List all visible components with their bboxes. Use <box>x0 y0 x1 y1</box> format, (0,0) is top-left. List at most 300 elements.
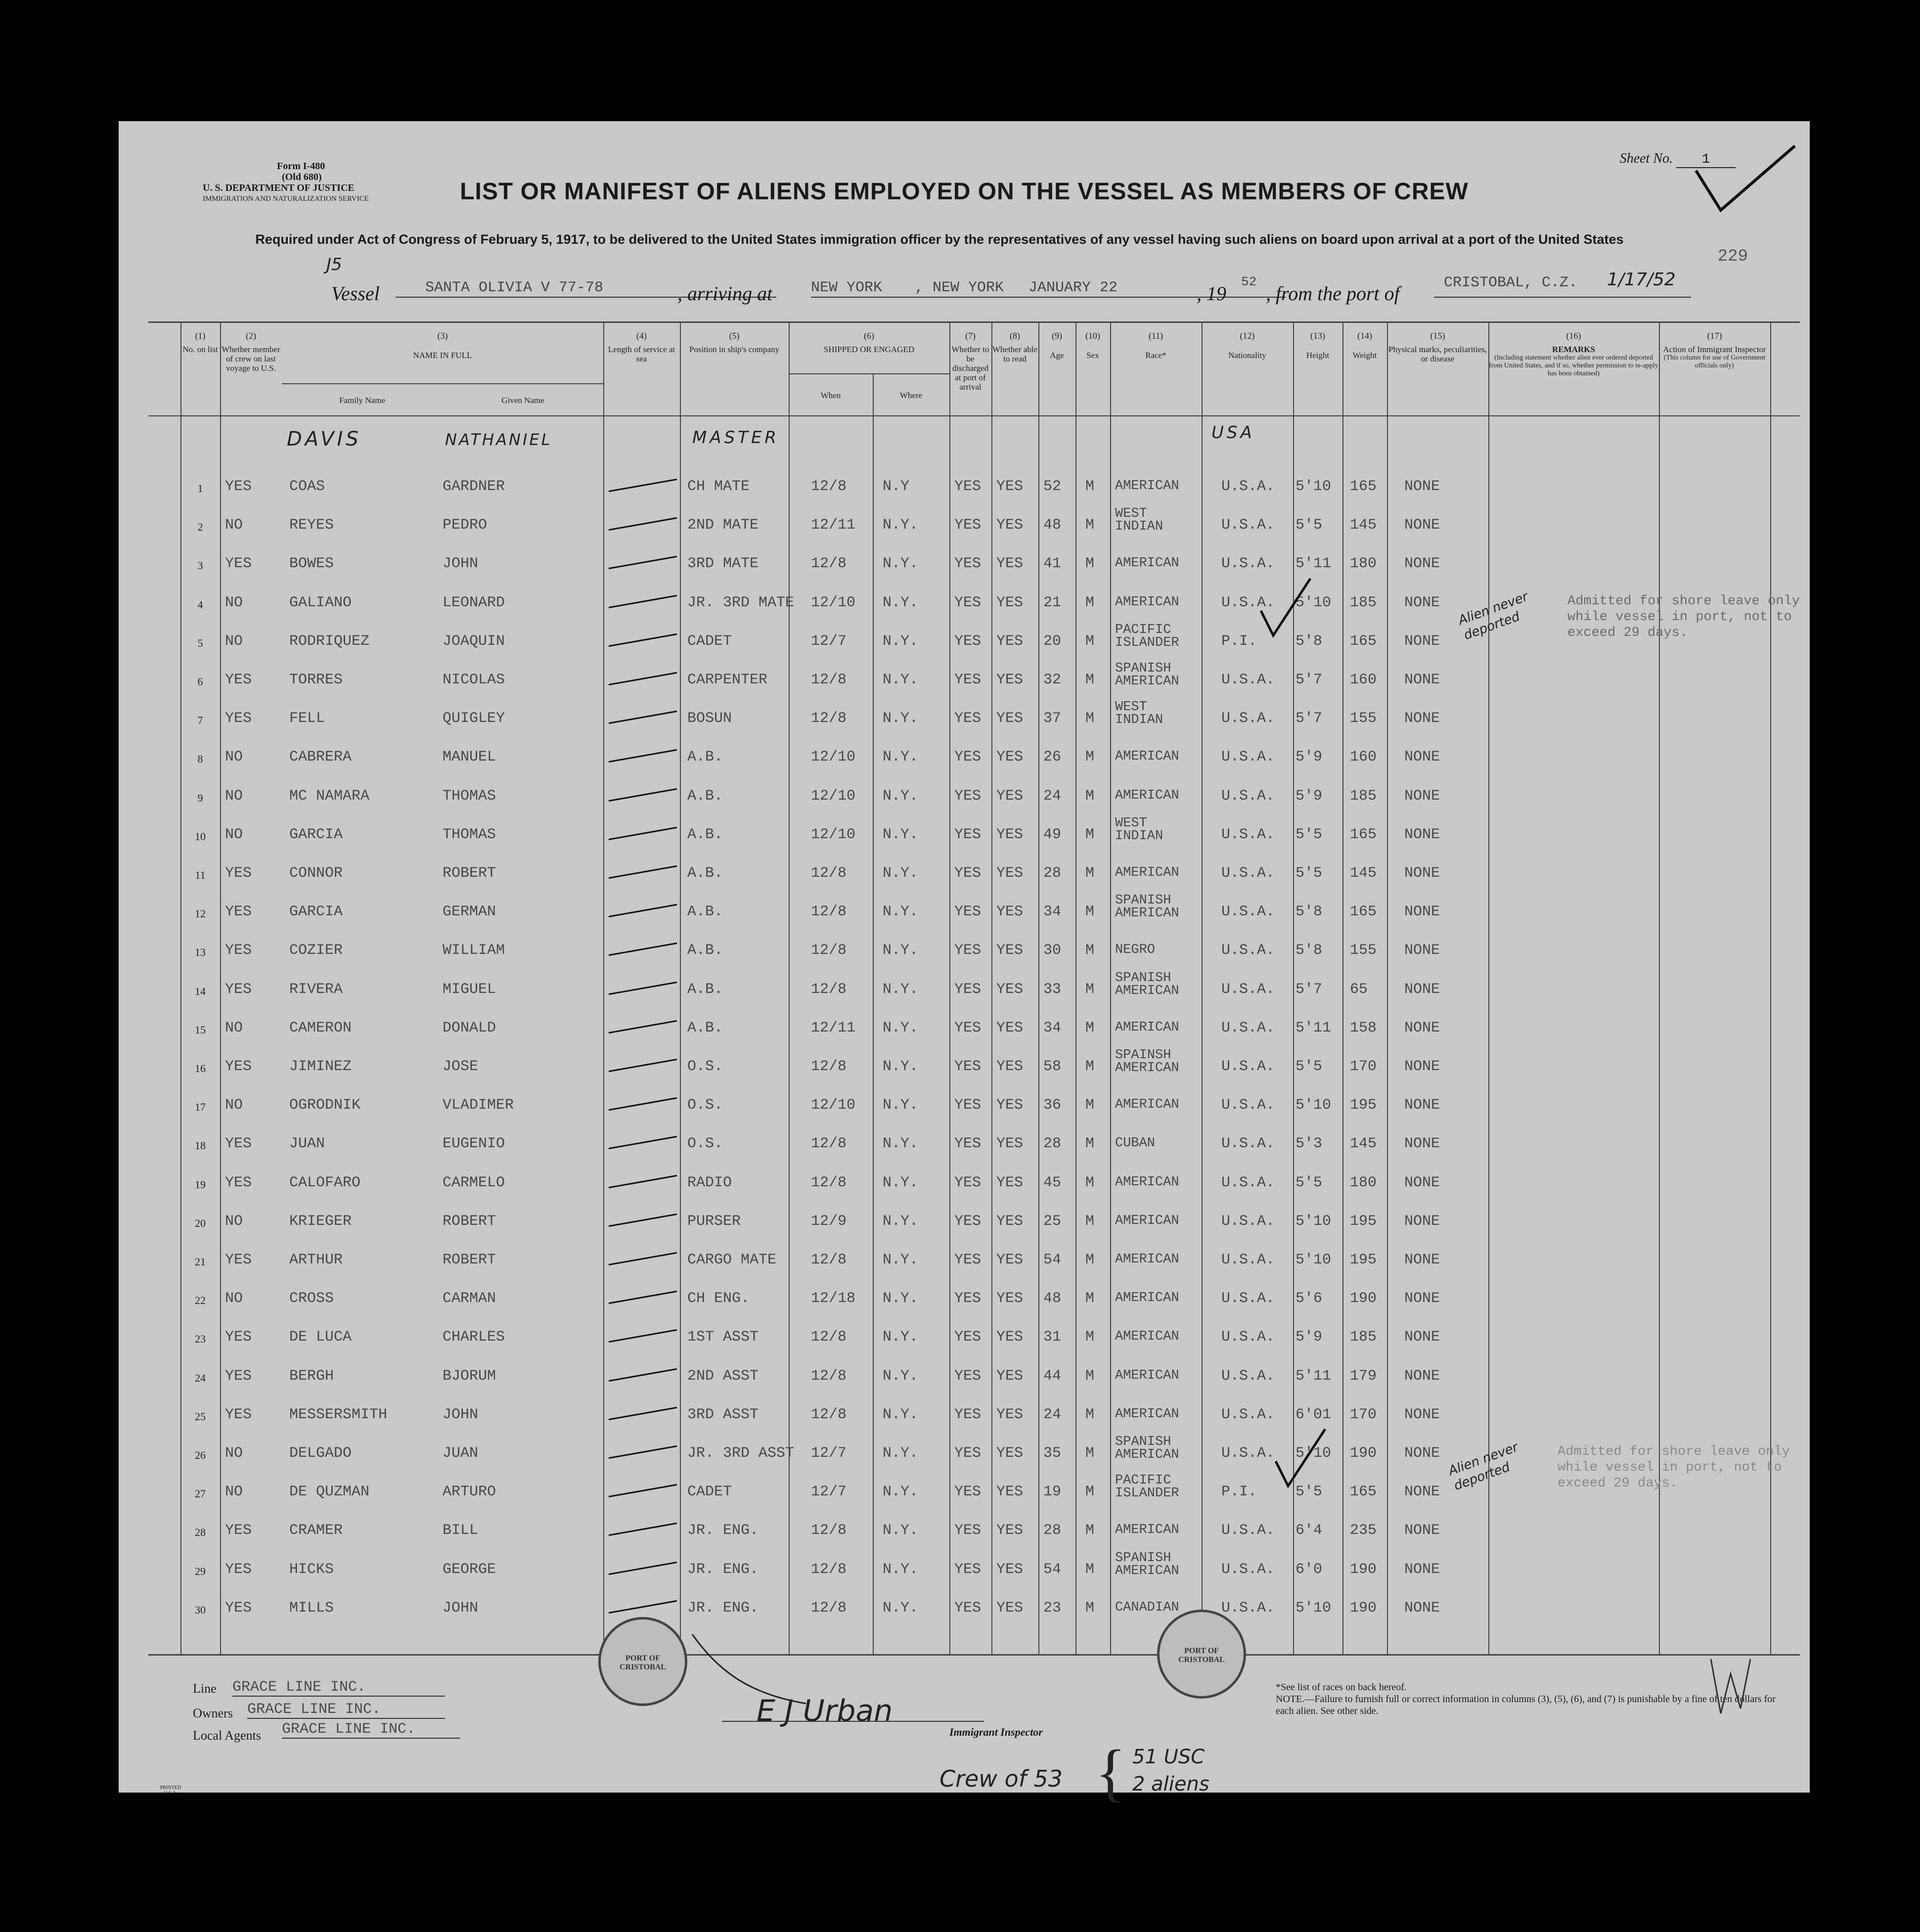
crew-last-voyage: YES <box>225 1522 252 1539</box>
crew-last-voyage: YES <box>225 672 252 688</box>
race: PACIFIC ISLANDER <box>1115 622 1179 650</box>
given-name: JOAQUIN <box>443 632 505 650</box>
shipped-when: 12/8 <box>811 1367 847 1385</box>
race: AMERICAN <box>1115 1329 1179 1345</box>
physical-marks: NONE <box>1404 749 1440 766</box>
age: 34 <box>1043 903 1062 921</box>
nationality: U.S.A. <box>1221 478 1275 495</box>
crew-last-voyage: NO <box>225 787 243 805</box>
shipped-when: 12/8 <box>811 1406 847 1423</box>
line-number: 11 <box>195 869 206 881</box>
family-name: COAS <box>289 478 325 495</box>
height: 5'7 <box>1295 981 1323 998</box>
given-name: BILL <box>443 1522 479 1539</box>
remark-typed-5: Admitted for shore leave only while vessel in port, not to exceed 29 days. <box>1567 594 1800 640</box>
given-name: MANUEL <box>443 749 496 766</box>
sex: M <box>1085 517 1095 534</box>
able-to-read: YES <box>996 826 1024 843</box>
nationality: U.S.A. <box>1221 787 1275 805</box>
discharged: YES <box>954 1252 982 1268</box>
age: 34 <box>1043 1019 1062 1036</box>
race: SPANISH AMERICAN <box>1115 970 1179 998</box>
shipped-where: N.Y. <box>883 1019 919 1036</box>
race: SPAINSH AMERICAN <box>1115 1048 1179 1076</box>
col-header-discharged: (7) Whether to be discharged at port of arrival <box>951 331 989 392</box>
physical-marks: NONE <box>1404 478 1440 495</box>
height: 5'5 <box>1295 1174 1323 1191</box>
service-check-mark <box>609 517 677 531</box>
discharged: YES <box>954 903 982 921</box>
race: SPANISH AMERICAN <box>1115 661 1179 689</box>
sex: M <box>1085 1561 1095 1578</box>
discharged: YES <box>954 749 982 766</box>
family-name: REYES <box>289 517 334 534</box>
col-header-when: When <box>820 391 841 400</box>
shipped-when: 12/8 <box>811 1252 847 1268</box>
crew-last-voyage: YES <box>225 710 252 727</box>
discharged: YES <box>954 981 982 998</box>
position: CADET <box>687 632 732 650</box>
race: CANADIAN <box>1115 1600 1179 1615</box>
position: CARPENTER <box>687 672 768 688</box>
line-number: 27 <box>195 1487 206 1500</box>
able-to-read: YES <box>996 555 1024 573</box>
weight: 180 <box>1350 1174 1377 1191</box>
position: A.B. <box>687 865 723 882</box>
able-to-read: YES <box>996 903 1024 921</box>
crew-last-voyage: NO <box>225 1445 243 1462</box>
able-to-read: YES <box>996 1329 1024 1346</box>
sex: M <box>1085 1522 1095 1539</box>
family-name: MC NAMARA <box>289 787 370 805</box>
given-name: THOMAS <box>443 787 496 805</box>
col-header-weight: (14) Weight <box>1352 331 1377 360</box>
shipped-where: N.Y. <box>883 672 919 688</box>
department: U. S. DEPARTMENT OF JUSTICE <box>203 182 355 193</box>
position: BOSUN <box>687 710 732 727</box>
col-header-read: (8) Whether able to read <box>992 331 1038 363</box>
position: 2ND MATE <box>687 517 759 534</box>
physical-marks: NONE <box>1404 555 1440 573</box>
shipped-when: 12/8 <box>811 1174 847 1191</box>
shipped-when: 12/8 <box>811 1599 847 1617</box>
age: 28 <box>1043 865 1062 882</box>
height: 5'5 <box>1295 1058 1323 1075</box>
vessel-label: Vessel <box>331 282 380 305</box>
given-name: JOHN <box>443 1599 479 1617</box>
service-check-mark <box>609 1407 677 1420</box>
position: RADIO <box>687 1174 732 1191</box>
line-number: 23 <box>195 1333 206 1346</box>
height: 5'5 <box>1295 1483 1323 1501</box>
sex: M <box>1085 1174 1095 1191</box>
remark-handwritten-5: Alien never deported <box>1456 589 1530 643</box>
able-to-read: YES <box>996 517 1024 534</box>
shipped-where: N.Y. <box>883 1561 919 1578</box>
given-name: VLADIMER <box>443 1097 514 1114</box>
given-name: GARDNER <box>443 478 505 495</box>
sex: M <box>1085 1406 1095 1423</box>
page-subtitle: Required under Act of Congress of February 5, 1917, to be delivered to the United States immigration officer by the representatives of any vessel having such aliens on board upon arrival at a port of the United States <box>255 232 1624 247</box>
col-header-given: Given Name <box>501 396 544 405</box>
shipped-when: 12/8 <box>811 672 847 688</box>
physical-marks: NONE <box>1404 1445 1440 1462</box>
given-name: JOHN <box>443 555 479 573</box>
able-to-read: YES <box>996 632 1024 650</box>
agents-value: GRACE LINE INC. <box>282 1721 460 1739</box>
given-name: JOSE <box>443 1058 479 1075</box>
weight: 180 <box>1350 555 1377 573</box>
discharged: YES <box>954 787 982 805</box>
physical-marks: NONE <box>1404 1290 1440 1307</box>
shipped-when: 12/8 <box>811 1561 847 1578</box>
shipped-where: N.Y. <box>883 594 919 611</box>
nationality: P.I. <box>1221 632 1257 650</box>
nationality: U.S.A. <box>1221 555 1275 573</box>
nationality: U.S.A. <box>1221 749 1275 766</box>
master-nationality: USA <box>1211 423 1255 443</box>
crew-last-voyage: NO <box>225 826 243 843</box>
arriving-state: , NEW YORK <box>915 279 1004 296</box>
able-to-read: YES <box>996 1213 1024 1230</box>
weight: 179 <box>1350 1367 1377 1385</box>
shipped-when: 12/8 <box>811 1522 847 1539</box>
family-name: CRAMER <box>289 1522 343 1539</box>
service-check-mark <box>609 556 677 569</box>
physical-marks: NONE <box>1404 632 1440 650</box>
position: 3RD MATE <box>687 555 759 573</box>
age: 49 <box>1043 826 1062 843</box>
height: 5'9 <box>1295 749 1323 766</box>
weight: 235 <box>1350 1522 1377 1539</box>
weight: 190 <box>1350 1290 1377 1307</box>
family-name: GARCIA <box>289 903 343 921</box>
service-check-mark <box>609 711 677 724</box>
family-name: CAMERON <box>289 1019 352 1036</box>
nationality: U.S.A. <box>1221 1561 1275 1578</box>
given-name: DONALD <box>443 1019 496 1036</box>
crew-last-voyage: YES <box>225 865 252 882</box>
position: CARGO MATE <box>687 1252 777 1268</box>
line-number: 16 <box>195 1062 206 1075</box>
sex: M <box>1085 1483 1095 1501</box>
sex: M <box>1085 1019 1095 1036</box>
height: 5'10 <box>1295 1097 1332 1114</box>
age: 37 <box>1043 710 1062 727</box>
nationality: U.S.A. <box>1221 1406 1275 1423</box>
line-number: 15 <box>195 1023 206 1036</box>
age: 58 <box>1043 1058 1062 1075</box>
service-check-mark <box>609 1020 677 1033</box>
family-name: RIVERA <box>289 981 343 998</box>
height: 5'9 <box>1295 787 1323 805</box>
given-name: CARMELO <box>443 1174 505 1191</box>
master-position: MASTER <box>692 428 780 448</box>
service-check-mark <box>609 479 677 492</box>
height: 5'3 <box>1295 1135 1323 1153</box>
nationality: U.S.A. <box>1221 903 1275 921</box>
line-number: 12 <box>195 907 206 920</box>
height: 5'11 <box>1295 555 1332 573</box>
sex: M <box>1085 632 1095 650</box>
age: 23 <box>1043 1599 1062 1617</box>
crew-last-voyage: YES <box>225 478 252 495</box>
height: 5'8 <box>1295 632 1323 650</box>
given-name: JUAN <box>443 1445 479 1462</box>
physical-marks: NONE <box>1404 942 1440 959</box>
height: 5'10 <box>1295 478 1332 495</box>
able-to-read: YES <box>996 1135 1024 1153</box>
family-name: GALIANO <box>289 594 352 611</box>
race: AMERICAN <box>1115 1523 1179 1538</box>
line-number: 13 <box>195 946 206 959</box>
discharged: YES <box>954 1599 982 1617</box>
able-to-read: YES <box>996 1522 1024 1539</box>
nationality: U.S.A. <box>1221 1329 1275 1346</box>
age: 19 <box>1043 1483 1062 1501</box>
service-check-mark <box>609 1136 677 1149</box>
inspector-label: Immigrant Inspector <box>949 1726 1043 1738</box>
position: JR. ENG. <box>687 1599 759 1617</box>
age: 41 <box>1043 555 1062 573</box>
crew-last-voyage: YES <box>225 1252 252 1268</box>
shipped-when: 12/8 <box>811 1329 847 1346</box>
physical-marks: NONE <box>1404 865 1440 882</box>
shipped-where: N.Y. <box>883 710 919 727</box>
shipped-where: N.Y. <box>883 1483 919 1501</box>
position: CADET <box>687 1483 732 1501</box>
physical-marks: NONE <box>1404 710 1440 727</box>
position: 3RD ASST <box>687 1406 759 1423</box>
sex: M <box>1085 1367 1095 1385</box>
shipped-where: N.Y. <box>883 1522 919 1539</box>
shipped-when: 12/8 <box>811 555 847 573</box>
age: 35 <box>1043 1445 1062 1462</box>
crew-last-voyage: NO <box>225 1483 243 1501</box>
physical-marks: NONE <box>1404 1329 1440 1346</box>
physical-marks: NONE <box>1404 517 1440 534</box>
given-name: JOHN <box>443 1406 479 1423</box>
position: O.S. <box>687 1097 723 1114</box>
line-number: 2 <box>197 521 203 534</box>
service-check-mark <box>609 1059 677 1072</box>
weight: 65 <box>1350 981 1368 998</box>
shipped-where: N.Y. <box>883 1097 919 1114</box>
position: A.B. <box>687 942 723 959</box>
given-name: ROBERT <box>443 1252 496 1268</box>
age: 45 <box>1043 1174 1062 1191</box>
sex: M <box>1085 942 1095 959</box>
shipped-where: N.Y. <box>883 1445 919 1462</box>
crew-last-voyage: YES <box>225 1561 252 1578</box>
sex: M <box>1085 1329 1095 1346</box>
able-to-read: YES <box>996 1367 1024 1385</box>
service-check-mark <box>609 1445 677 1459</box>
family-name: DE LUCA <box>289 1329 352 1346</box>
weight: 145 <box>1350 865 1377 882</box>
height: 6'0 <box>1295 1561 1323 1578</box>
position: JR. ENG. <box>687 1561 759 1578</box>
physical-marks: NONE <box>1404 1252 1440 1268</box>
crew-last-voyage: NO <box>225 517 243 534</box>
crew-last-voyage: YES <box>225 942 252 959</box>
sex: M <box>1085 1135 1095 1153</box>
weight: 185 <box>1350 594 1377 611</box>
year-suffix: 52 <box>1241 274 1257 289</box>
weight: 170 <box>1350 1058 1377 1075</box>
family-name: BERGH <box>289 1367 334 1385</box>
crew-last-voyage: YES <box>225 903 252 921</box>
service-check-mark <box>609 1252 677 1265</box>
race: AMERICAN <box>1115 865 1179 880</box>
nationality: U.S.A. <box>1221 1599 1275 1617</box>
discharged: YES <box>954 1174 982 1191</box>
age: 24 <box>1043 787 1062 805</box>
nationality: U.S.A. <box>1221 1522 1275 1539</box>
sex: M <box>1085 903 1095 921</box>
discharged: YES <box>954 1019 982 1036</box>
race: AMERICAN <box>1115 479 1179 494</box>
family-name: HICKS <box>289 1561 334 1578</box>
service-check-mark <box>609 1291 677 1304</box>
printed-mark: PRINTED U.S.A. <box>160 1785 181 1796</box>
crew-last-voyage: NO <box>225 632 243 650</box>
crew-last-voyage: YES <box>225 1329 252 1346</box>
nationality: U.S.A. <box>1221 1058 1275 1075</box>
race: AMERICAN <box>1115 1252 1179 1267</box>
port-stamp: PORT OF CRISTOBAL <box>1157 1610 1246 1699</box>
service-check-mark <box>609 1523 677 1536</box>
shipped-where: N.Y. <box>883 903 919 921</box>
crew-last-voyage: YES <box>225 1367 252 1385</box>
crew-last-voyage: YES <box>225 1174 252 1191</box>
family-name: ARTHUR <box>289 1252 343 1268</box>
service-check-mark <box>609 827 677 840</box>
weight: 195 <box>1350 1097 1377 1114</box>
service-check-mark <box>609 1484 677 1497</box>
crew-last-voyage: NO <box>225 1097 243 1114</box>
weight: 195 <box>1350 1213 1377 1230</box>
shipped-where: N.Y. <box>883 1135 919 1153</box>
family-name: RODRIQUEZ <box>289 632 370 650</box>
stamp-number: 229 <box>1717 247 1748 266</box>
position: JR. ENG. <box>687 1522 759 1539</box>
height: 5'10 <box>1295 1252 1332 1268</box>
sheet-number: 1 <box>1676 152 1736 168</box>
given-name: ROBERT <box>443 1213 496 1230</box>
service-check-mark <box>609 943 677 956</box>
line-number: 25 <box>195 1410 206 1423</box>
line-label: Line <box>193 1681 217 1696</box>
position: A.B. <box>687 981 723 998</box>
position: CH ENG. <box>687 1290 750 1307</box>
form-id: Form I-480 <box>277 161 325 172</box>
col-header-shipped: (6) SHIPPED OR ENGAGED <box>823 331 915 354</box>
physical-marks: NONE <box>1404 787 1440 805</box>
nationality: U.S.A. <box>1221 1135 1275 1153</box>
age: 52 <box>1043 478 1062 495</box>
physical-marks: NONE <box>1404 1406 1440 1423</box>
col-header-marks: (15) Physical marks, peculiarities, or disease <box>1388 331 1487 363</box>
discharged: YES <box>954 594 982 611</box>
service-check-mark <box>609 865 677 879</box>
race: WEST INDIAN <box>1115 815 1163 844</box>
brace-icon: { <box>1095 1737 1126 1808</box>
race: AMERICAN <box>1115 1174 1179 1190</box>
discharged: YES <box>954 865 982 882</box>
given-name: ARTURO <box>443 1483 496 1501</box>
service-check-mark <box>609 1600 677 1614</box>
given-name: WILLIAM <box>443 942 505 959</box>
shipped-when: 12/11 <box>811 1019 856 1036</box>
able-to-read: YES <box>996 749 1024 766</box>
shipped-when: 12/9 <box>811 1213 847 1230</box>
sex: M <box>1085 594 1095 611</box>
sex: M <box>1085 1599 1095 1617</box>
sex: M <box>1085 981 1095 998</box>
service-check-mark <box>609 1097 677 1111</box>
service-check-mark <box>609 1561 677 1574</box>
sex: M <box>1085 672 1095 688</box>
age: 31 <box>1043 1329 1062 1346</box>
nationality: U.S.A. <box>1221 981 1275 998</box>
weight: 185 <box>1350 1329 1377 1346</box>
hand-mark: J5 <box>326 255 342 274</box>
crew-last-voyage: YES <box>225 1406 252 1423</box>
line-number: 22 <box>195 1294 206 1307</box>
discharged: YES <box>954 1058 982 1075</box>
agents-label: Local Agents <box>193 1728 261 1743</box>
physical-marks: NONE <box>1404 1135 1440 1153</box>
age: 21 <box>1043 594 1062 611</box>
shipped-where: N.Y. <box>883 942 919 959</box>
given-name: EUGENIO <box>443 1135 505 1153</box>
position: PURSER <box>687 1213 741 1230</box>
able-to-read: YES <box>996 1599 1024 1617</box>
height: 5'10 <box>1295 594 1332 611</box>
line-number: 19 <box>195 1178 206 1191</box>
weight: 165 <box>1350 826 1377 843</box>
weight: 165 <box>1350 1483 1377 1501</box>
position: JR. 3RD ASST <box>687 1445 795 1462</box>
shipped-when: 12/8 <box>811 981 847 998</box>
discharged: YES <box>954 555 982 573</box>
age: 26 <box>1043 749 1062 766</box>
weight: 165 <box>1350 632 1377 650</box>
sex: M <box>1085 1252 1095 1268</box>
race: AMERICAN <box>1115 749 1179 764</box>
able-to-read: YES <box>996 1097 1024 1114</box>
nationality: U.S.A. <box>1221 826 1275 843</box>
height: 6'4 <box>1295 1522 1323 1539</box>
height: 5'7 <box>1295 710 1323 727</box>
able-to-read: YES <box>996 981 1024 998</box>
race: AMERICAN <box>1115 788 1179 803</box>
age: 44 <box>1043 1367 1062 1385</box>
col-header-name: (3) NAME IN FULL <box>413 331 472 360</box>
age: 36 <box>1043 1097 1062 1114</box>
shipped-where: N.Y. <box>883 1174 919 1191</box>
discharged: YES <box>954 710 982 727</box>
shipped-when: 12/8 <box>811 1135 847 1153</box>
owners-label: Owners <box>193 1706 233 1720</box>
shipped-when: 12/10 <box>811 1097 856 1114</box>
shipped-where: N.Y. <box>883 555 919 573</box>
discharged: YES <box>954 1522 982 1539</box>
weight: 165 <box>1350 903 1377 921</box>
shipped-when: 12/18 <box>811 1290 856 1307</box>
crew-last-voyage: NO <box>225 749 243 766</box>
